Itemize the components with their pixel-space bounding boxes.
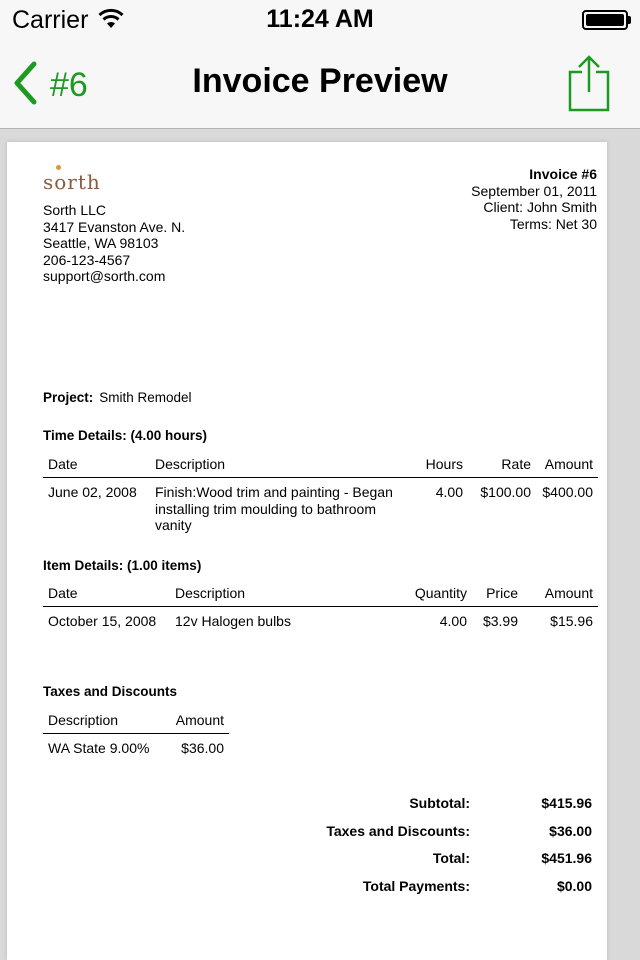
table-header-row xyxy=(43,448,598,478)
row-date: June 02, 2008 xyxy=(48,484,137,500)
row-description: WA State 9.00% xyxy=(48,740,150,756)
time-details-title: Time Details: (4.00 hours) xyxy=(43,428,208,443)
row-description: Finish:Wood trim and painting - Began installing trim moulding to bathroom vanity xyxy=(155,484,393,534)
column-header: Description xyxy=(170,577,400,607)
column-header: Amount xyxy=(165,704,229,734)
item-details-table xyxy=(43,577,598,636)
battery-icon xyxy=(582,10,630,30)
company-name: Sorth LLC xyxy=(43,202,107,218)
subtotal-label: Subtotal: xyxy=(409,795,470,811)
column-header: Description xyxy=(43,704,165,734)
payments-value: $0.00 xyxy=(556,877,592,894)
company-address-2: Seattle, WA 98103 xyxy=(43,235,159,252)
column-header: Rate xyxy=(468,448,536,478)
table-row xyxy=(43,734,229,763)
table-row xyxy=(43,607,598,636)
time-details-table xyxy=(43,448,598,540)
column-header: Quantity xyxy=(400,577,472,607)
taxes-total-label: Taxes and Discounts: xyxy=(326,822,470,839)
row-amount: $15.96 xyxy=(550,613,593,629)
column-header: Description xyxy=(150,448,414,478)
taxes-title: Taxes and Discounts xyxy=(43,684,178,699)
company-email: support@sorth.com xyxy=(43,268,166,285)
invoice-date: September 01, 2011 xyxy=(471,182,597,199)
project-label: Project: xyxy=(43,390,94,405)
payments-row xyxy=(277,878,600,906)
invoice-header xyxy=(471,166,597,232)
project-value: Smith Remodel xyxy=(99,390,192,405)
invoice-document xyxy=(7,142,607,960)
total-value: $451.96 xyxy=(541,850,592,866)
row-description: 12v Halogen bulbs xyxy=(175,613,291,629)
share-button[interactable] xyxy=(566,54,612,112)
column-header: Amount xyxy=(523,577,598,607)
row-quantity: 4.00 xyxy=(439,613,467,629)
payments-label: Total Payments: xyxy=(362,877,470,894)
status-bar xyxy=(0,0,640,40)
total-label: Total: xyxy=(432,850,470,866)
navigation-bar xyxy=(0,40,640,129)
row-date: October 15, 2008 xyxy=(48,613,157,629)
status-time: 11:24 AM xyxy=(266,5,374,33)
page-title: Invoice Preview xyxy=(192,62,448,100)
row-rate: $100.00 xyxy=(480,484,531,500)
company-info xyxy=(43,202,185,285)
total-row xyxy=(277,850,600,878)
column-header: Price xyxy=(472,577,523,607)
company-address-1: 3417 Evanston Ave. N. xyxy=(43,218,186,235)
carrier-label: Carrier xyxy=(12,6,89,34)
invoice-number: Invoice #6 xyxy=(529,166,597,182)
row-amount: $36.00 xyxy=(181,740,224,756)
subtotal-row xyxy=(277,795,600,823)
invoice-client: Client: John Smith xyxy=(483,199,597,216)
column-header: Date xyxy=(43,448,150,478)
table-header-row xyxy=(43,704,229,734)
totals-block xyxy=(277,795,600,905)
share-icon xyxy=(566,99,612,116)
taxes-total-row xyxy=(277,823,600,851)
taxes-table xyxy=(43,704,229,763)
project-line xyxy=(43,390,192,405)
back-button-label: #6 xyxy=(50,65,88,104)
row-hours: 4.00 xyxy=(435,484,463,500)
row-amount: $400.00 xyxy=(542,484,593,500)
table-row xyxy=(43,478,598,540)
column-header: Hours xyxy=(414,448,468,478)
row-price: $3.99 xyxy=(482,613,518,629)
table-header-row xyxy=(43,577,598,607)
taxes-total-value: $36.00 xyxy=(549,822,592,839)
subtotal-value: $415.96 xyxy=(541,795,592,811)
invoice-terms: Terms: Net 30 xyxy=(509,215,597,232)
column-header: Date xyxy=(43,577,170,607)
column-header: Amount xyxy=(536,448,598,478)
item-details-title: Item Details: (1.00 items) xyxy=(43,558,202,573)
company-logo: sorth xyxy=(43,170,101,194)
company-phone: 206-123-4567 xyxy=(43,251,131,268)
